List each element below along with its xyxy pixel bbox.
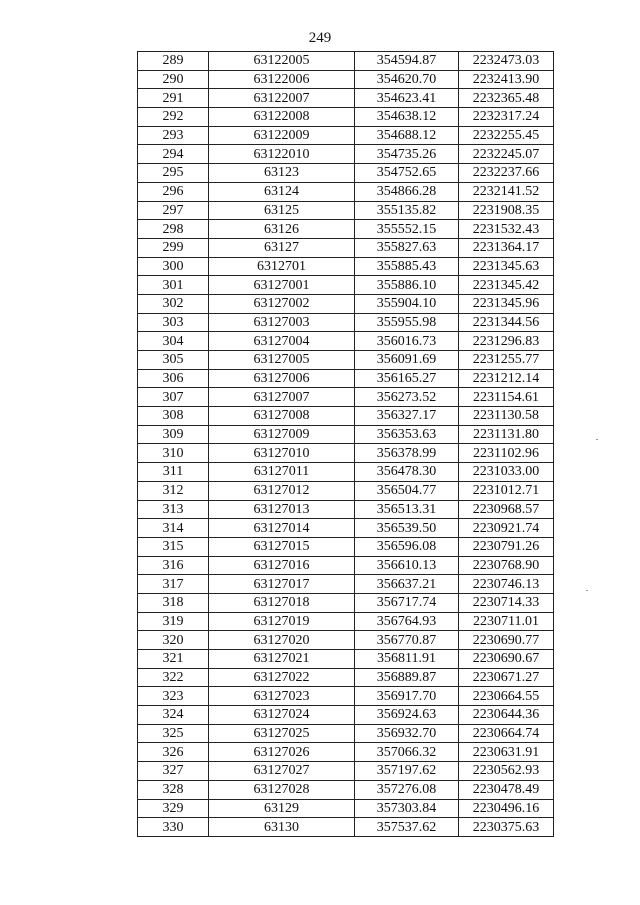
point-number-cell: 294 xyxy=(138,145,209,164)
y-coordinate-cell: 2232317.24 xyxy=(459,108,554,127)
point-number-cell: 316 xyxy=(138,556,209,575)
y-coordinate-cell: 2231154.61 xyxy=(459,388,554,407)
table-row xyxy=(138,52,554,71)
point-code-cell: 63127001 xyxy=(209,276,355,295)
table-row xyxy=(138,668,554,687)
y-coordinate-cell: 2232413.90 xyxy=(459,70,554,89)
point-code-cell: 63127017 xyxy=(209,575,355,594)
point-code-cell: 63127009 xyxy=(209,425,355,444)
point-number-cell: 290 xyxy=(138,70,209,89)
x-coordinate-cell: 354735.26 xyxy=(355,145,459,164)
point-number-cell: 324 xyxy=(138,706,209,725)
point-number-cell: 315 xyxy=(138,537,209,556)
x-coordinate-cell: 357066.32 xyxy=(355,743,459,762)
table-row xyxy=(138,145,554,164)
y-coordinate-cell: 2232255.45 xyxy=(459,126,554,145)
table-row xyxy=(138,313,554,332)
table-row xyxy=(138,182,554,201)
table-row xyxy=(138,220,554,239)
x-coordinate-cell: 356596.08 xyxy=(355,537,459,556)
x-coordinate-cell: 357197.62 xyxy=(355,762,459,781)
point-code-cell: 63127014 xyxy=(209,519,355,538)
x-coordinate-cell: 356353.63 xyxy=(355,425,459,444)
x-coordinate-cell: 354620.70 xyxy=(355,70,459,89)
y-coordinate-cell: 2230631.91 xyxy=(459,743,554,762)
table-row xyxy=(138,519,554,538)
y-coordinate-cell: 2231131.80 xyxy=(459,425,554,444)
y-coordinate-cell: 2230768.90 xyxy=(459,556,554,575)
point-number-cell: 313 xyxy=(138,500,209,519)
y-coordinate-cell: 2231102.96 xyxy=(459,444,554,463)
x-coordinate-cell: 356504.77 xyxy=(355,481,459,500)
point-code-cell: 63127019 xyxy=(209,612,355,631)
x-coordinate-cell: 355827.63 xyxy=(355,238,459,257)
point-code-cell: 6312701 xyxy=(209,257,355,276)
point-number-cell: 306 xyxy=(138,369,209,388)
point-number-cell: 309 xyxy=(138,425,209,444)
x-coordinate-cell: 356478.30 xyxy=(355,463,459,482)
table-row xyxy=(138,593,554,612)
point-number-cell: 323 xyxy=(138,687,209,706)
x-coordinate-cell: 356091.69 xyxy=(355,351,459,370)
x-coordinate-cell: 357303.84 xyxy=(355,799,459,818)
table-row xyxy=(138,425,554,444)
table-row xyxy=(138,818,554,837)
point-number-cell: 314 xyxy=(138,519,209,538)
point-number-cell: 302 xyxy=(138,294,209,313)
table-row xyxy=(138,556,554,575)
x-coordinate-cell: 356165.27 xyxy=(355,369,459,388)
point-code-cell: 63126 xyxy=(209,220,355,239)
y-coordinate-cell: 2232237.66 xyxy=(459,164,554,183)
point-number-cell: 292 xyxy=(138,108,209,127)
point-code-cell: 63130 xyxy=(209,818,355,837)
table-row xyxy=(138,369,554,388)
table-row xyxy=(138,276,554,295)
point-number-cell: 293 xyxy=(138,126,209,145)
point-number-cell: 318 xyxy=(138,593,209,612)
y-coordinate-cell: 2232473.03 xyxy=(459,52,554,71)
y-coordinate-cell: 2231532.43 xyxy=(459,220,554,239)
point-number-cell: 310 xyxy=(138,444,209,463)
x-coordinate-cell: 356924.63 xyxy=(355,706,459,725)
table-row xyxy=(138,575,554,594)
y-coordinate-cell: 2231345.63 xyxy=(459,257,554,276)
x-coordinate-cell: 354623.41 xyxy=(355,89,459,108)
y-coordinate-cell: 2231345.96 xyxy=(459,294,554,313)
x-coordinate-cell: 356273.52 xyxy=(355,388,459,407)
y-coordinate-cell: 2232365.48 xyxy=(459,89,554,108)
x-coordinate-cell: 354688.12 xyxy=(355,126,459,145)
point-code-cell: 63127025 xyxy=(209,724,355,743)
x-coordinate-cell: 355904.10 xyxy=(355,294,459,313)
table-row xyxy=(138,332,554,351)
table-row xyxy=(138,407,554,426)
point-code-cell: 63123 xyxy=(209,164,355,183)
x-coordinate-cell: 355552.15 xyxy=(355,220,459,239)
y-coordinate-cell: 2230496.16 xyxy=(459,799,554,818)
y-coordinate-cell: 2231012.71 xyxy=(459,481,554,500)
point-number-cell: 311 xyxy=(138,463,209,482)
x-coordinate-cell: 357276.08 xyxy=(355,780,459,799)
y-coordinate-cell: 2231033.00 xyxy=(459,463,554,482)
table-row xyxy=(138,444,554,463)
table-row xyxy=(138,724,554,743)
table-row xyxy=(138,537,554,556)
table-row xyxy=(138,780,554,799)
point-number-cell: 296 xyxy=(138,182,209,201)
point-code-cell: 63129 xyxy=(209,799,355,818)
x-coordinate-cell: 356513.31 xyxy=(355,500,459,519)
x-coordinate-cell: 354594.87 xyxy=(355,52,459,71)
table-row xyxy=(138,351,554,370)
x-coordinate-cell: 356610.13 xyxy=(355,556,459,575)
point-number-cell: 326 xyxy=(138,743,209,762)
table-row xyxy=(138,743,554,762)
table-row xyxy=(138,294,554,313)
y-coordinate-cell: 2230690.77 xyxy=(459,631,554,650)
point-code-cell: 63127005 xyxy=(209,351,355,370)
table-row xyxy=(138,89,554,108)
point-code-cell: 63127006 xyxy=(209,369,355,388)
y-coordinate-cell: 2232245.07 xyxy=(459,145,554,164)
y-coordinate-cell: 2231345.42 xyxy=(459,276,554,295)
point-code-cell: 63122006 xyxy=(209,70,355,89)
point-number-cell: 299 xyxy=(138,238,209,257)
point-number-cell: 303 xyxy=(138,313,209,332)
point-code-cell: 63127028 xyxy=(209,780,355,799)
y-coordinate-cell: 2230478.49 xyxy=(459,780,554,799)
point-code-cell: 63127021 xyxy=(209,650,355,669)
point-number-cell: 328 xyxy=(138,780,209,799)
y-coordinate-cell: 2230711.01 xyxy=(459,612,554,631)
point-number-cell: 308 xyxy=(138,407,209,426)
x-coordinate-cell: 354752.65 xyxy=(355,164,459,183)
x-coordinate-cell: 356016.73 xyxy=(355,332,459,351)
scan-speck xyxy=(586,590,588,591)
y-coordinate-cell: 2230375.63 xyxy=(459,818,554,837)
y-coordinate-cell: 2231908.35 xyxy=(459,201,554,220)
point-number-cell: 300 xyxy=(138,257,209,276)
x-coordinate-cell: 354638.12 xyxy=(355,108,459,127)
table-row xyxy=(138,126,554,145)
point-number-cell: 307 xyxy=(138,388,209,407)
point-code-cell: 63127016 xyxy=(209,556,355,575)
point-code-cell: 63125 xyxy=(209,201,355,220)
point-number-cell: 301 xyxy=(138,276,209,295)
point-number-cell: 327 xyxy=(138,762,209,781)
x-coordinate-cell: 357537.62 xyxy=(355,818,459,837)
x-coordinate-cell: 354866.28 xyxy=(355,182,459,201)
x-coordinate-cell: 356917.70 xyxy=(355,687,459,706)
point-code-cell: 63127022 xyxy=(209,668,355,687)
table-row xyxy=(138,164,554,183)
point-number-cell: 298 xyxy=(138,220,209,239)
x-coordinate-cell: 356770.87 xyxy=(355,631,459,650)
y-coordinate-cell: 2230664.55 xyxy=(459,687,554,706)
table-row xyxy=(138,108,554,127)
point-code-cell: 63127024 xyxy=(209,706,355,725)
point-number-cell: 325 xyxy=(138,724,209,743)
point-code-cell: 63122007 xyxy=(209,89,355,108)
scan-speck xyxy=(596,439,598,440)
point-number-cell: 297 xyxy=(138,201,209,220)
point-code-cell: 63127023 xyxy=(209,687,355,706)
point-number-cell: 329 xyxy=(138,799,209,818)
y-coordinate-cell: 2230714.33 xyxy=(459,593,554,612)
table-row xyxy=(138,631,554,650)
point-code-cell: 63127004 xyxy=(209,332,355,351)
point-code-cell: 63127015 xyxy=(209,537,355,556)
y-coordinate-cell: 2230746.13 xyxy=(459,575,554,594)
point-code-cell: 63127020 xyxy=(209,631,355,650)
table-row xyxy=(138,687,554,706)
y-coordinate-cell: 2230671.27 xyxy=(459,668,554,687)
y-coordinate-cell: 2230644.36 xyxy=(459,706,554,725)
y-coordinate-cell: 2230664.74 xyxy=(459,724,554,743)
x-coordinate-cell: 356811.91 xyxy=(355,650,459,669)
point-code-cell: 63127003 xyxy=(209,313,355,332)
x-coordinate-cell: 356717.74 xyxy=(355,593,459,612)
table-row xyxy=(138,799,554,818)
table-row xyxy=(138,388,554,407)
y-coordinate-cell: 2230968.57 xyxy=(459,500,554,519)
table-row xyxy=(138,257,554,276)
x-coordinate-cell: 355886.10 xyxy=(355,276,459,295)
point-code-cell: 63127012 xyxy=(209,481,355,500)
y-coordinate-cell: 2231364.17 xyxy=(459,238,554,257)
y-coordinate-cell: 2230921.74 xyxy=(459,519,554,538)
x-coordinate-cell: 356889.87 xyxy=(355,668,459,687)
table-row xyxy=(138,463,554,482)
point-number-cell: 312 xyxy=(138,481,209,500)
point-code-cell: 63127008 xyxy=(209,407,355,426)
point-code-cell: 63122005 xyxy=(209,52,355,71)
point-number-cell: 304 xyxy=(138,332,209,351)
y-coordinate-cell: 2230690.67 xyxy=(459,650,554,669)
point-number-cell: 321 xyxy=(138,650,209,669)
y-coordinate-cell: 2231344.56 xyxy=(459,313,554,332)
point-code-cell: 63127 xyxy=(209,238,355,257)
point-code-cell: 63127010 xyxy=(209,444,355,463)
table-row xyxy=(138,762,554,781)
point-code-cell: 63127018 xyxy=(209,593,355,612)
point-code-cell: 63124 xyxy=(209,182,355,201)
point-code-cell: 63122008 xyxy=(209,108,355,127)
x-coordinate-cell: 355135.82 xyxy=(355,201,459,220)
table-row xyxy=(138,612,554,631)
coordinates-table xyxy=(137,51,554,837)
table-row xyxy=(138,481,554,500)
table-row xyxy=(138,238,554,257)
point-code-cell: 63127011 xyxy=(209,463,355,482)
point-code-cell: 63127027 xyxy=(209,762,355,781)
x-coordinate-cell: 356932.70 xyxy=(355,724,459,743)
table-row xyxy=(138,500,554,519)
y-coordinate-cell: 2230562.93 xyxy=(459,762,554,781)
point-number-cell: 291 xyxy=(138,89,209,108)
x-coordinate-cell: 356378.99 xyxy=(355,444,459,463)
point-number-cell: 319 xyxy=(138,612,209,631)
point-code-cell: 63122009 xyxy=(209,126,355,145)
y-coordinate-cell: 2231296.83 xyxy=(459,332,554,351)
x-coordinate-cell: 356764.93 xyxy=(355,612,459,631)
y-coordinate-cell: 2230791.26 xyxy=(459,537,554,556)
page-number: 249 xyxy=(308,30,332,46)
point-number-cell: 320 xyxy=(138,631,209,650)
table-row xyxy=(138,70,554,89)
y-coordinate-cell: 2231255.77 xyxy=(459,351,554,370)
table-row xyxy=(138,706,554,725)
y-coordinate-cell: 2232141.52 xyxy=(459,182,554,201)
point-code-cell: 63122010 xyxy=(209,145,355,164)
point-code-cell: 63127007 xyxy=(209,388,355,407)
table-row xyxy=(138,650,554,669)
point-code-cell: 63127026 xyxy=(209,743,355,762)
point-number-cell: 305 xyxy=(138,351,209,370)
table-row xyxy=(138,201,554,220)
point-number-cell: 322 xyxy=(138,668,209,687)
point-number-cell: 330 xyxy=(138,818,209,837)
x-coordinate-cell: 356539.50 xyxy=(355,519,459,538)
x-coordinate-cell: 355885.43 xyxy=(355,257,459,276)
x-coordinate-cell: 356637.21 xyxy=(355,575,459,594)
point-number-cell: 289 xyxy=(138,52,209,71)
point-code-cell: 63127002 xyxy=(209,294,355,313)
x-coordinate-cell: 355955.98 xyxy=(355,313,459,332)
point-number-cell: 295 xyxy=(138,164,209,183)
point-number-cell: 317 xyxy=(138,575,209,594)
coordinates-table-body xyxy=(138,52,554,837)
x-coordinate-cell: 356327.17 xyxy=(355,407,459,426)
y-coordinate-cell: 2231130.58 xyxy=(459,407,554,426)
y-coordinate-cell: 2231212.14 xyxy=(459,369,554,388)
point-code-cell: 63127013 xyxy=(209,500,355,519)
